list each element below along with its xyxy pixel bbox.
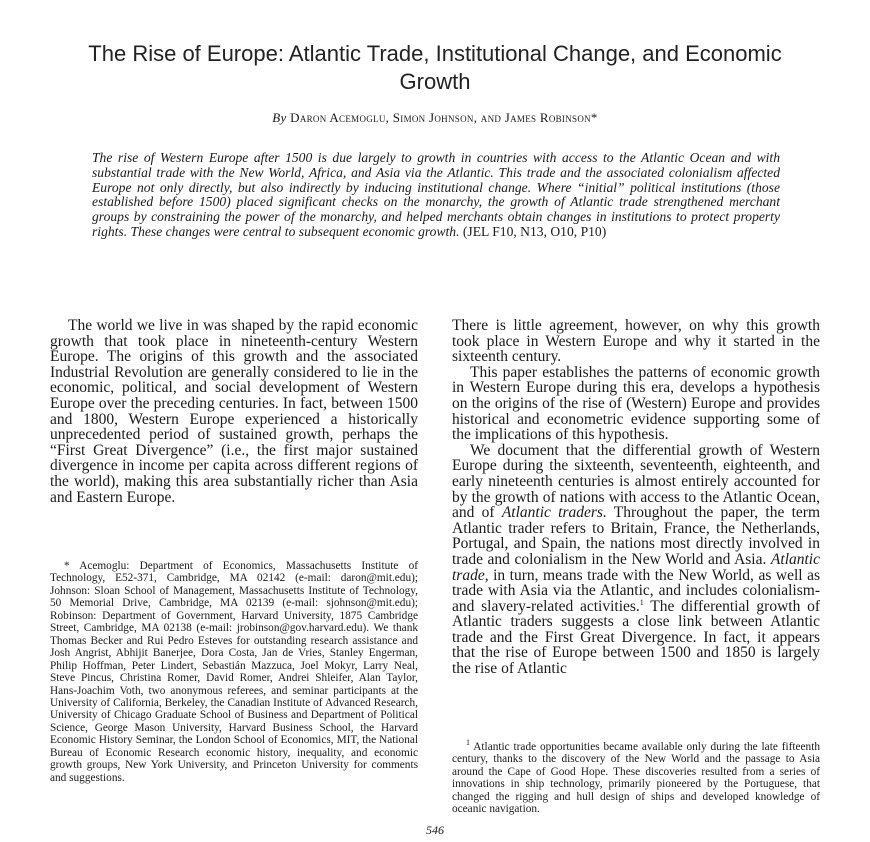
body-paragraph: [452, 443, 820, 677]
body-paragraph: This paper establishes the patterns of economic growth in Western Europe during this era, develops a hypothesis on the origins of the rise of (Western) Europe and provides historical and econometric evidence supporting some of the implications of this hypothesis.: [452, 363, 820, 444]
footnote-number: 1: [466, 738, 470, 748]
footnote-marker: 1: [639, 597, 644, 607]
body-column-right: [452, 318, 820, 677]
author-names: Daron Acemoglu, Simon Johnson, and James Robinson*: [290, 110, 598, 125]
footnote-1: [452, 738, 820, 816]
body-paragraph: There is little agreement, however, on why this growth took place in Western Europe and why it started in the sixteenth century.: [452, 317, 820, 366]
abstract: [92, 151, 780, 240]
body-column-left: [50, 318, 418, 505]
page-number: 546: [426, 823, 444, 837]
text-run: We document that the differential growth of Western Europe during the sixteenth, seventeenth, eighteenth, and early nineteenth centuries is almost entirely accounted for by the growth of nations with access to the Atlantic Ocean, and of: [452, 441, 820, 522]
footnote-affiliations: * Acemoglu: Department of Economics, Massachusetts Institute of Technology, E52-371, Cambridge, MA 02142 (e-mail: daron@mit.edu); Johnson: Sloan School of Management, Massachusetts Institute of Technology, 50 Memorial Drive, Cambridge, MA 02139 (e-mail: sjohnson@mit.edu); Robinson: Department of Government, Harvard University, 1875 Cambridge Street, Cambridge, MA 02138 (e-mail: jrobinson@gov.harvard.edu). We thank Thomas Becker and Rui Pedro Esteves for outstanding research assistance and Josh Angrist, Abhijit Banerjee, Dora Costa, Jan de Vries, Stanley Engerman, Philip Hoffman, Peter Lindert, Sebastián Mazzuca, Joel Mokyr, Larry Neal, Steve Pincus, Christina Romer, David Romer, Andrei Shleifer, Alan Taylor, Hans-Joachim Voth, two anonymous referees, and seminar participants at the University of California, Berkeley, the Canadian Institute of Advanced Research, University of Chicago Graduate School of Business and Department of Political Science, George Mason University, Harvard Business School, the Harvard Economic History Seminar, the London School of Economics, MIT, the National Bureau of Economic Research economic history, inequality, and economic growth groups, New York University, and Princeton University for comments and suggestions.: [50, 560, 418, 784]
body-paragraph: The world we live in was shaped by the rapid economic growth that took place in nineteenth-century Western Europe. The origins of this growth and the associated Industrial Revolution are generally considered to lie in the economic, political, and social development of Western Europe over the preceding centuries. In fact, between 1500 and 1800, Western Europe experienced a historically unprecedented period of sustained growth, perhaps the “First Great Divergence” (i.e., the first major sustained divergence in income per capita across different regions of the world), making this area substantially richer than Asia and Eastern Europe.: [50, 317, 418, 506]
paper-title: The Rise of Europe: Atlantic Trade, Institutional Change, and Economic Growth: [88, 41, 782, 94]
byline-by: By: [272, 110, 287, 125]
text-run: in turn, means trade with the New World, as well as trade with Asia via the Atlantic, and includes colonialism- and slavery-related activities.: [452, 566, 820, 615]
abstract-text: The rise of Western Europe after 1500 is due largely to growth in countries with access to the Atlantic Ocean and with substantial trade with the New World, Africa, and Asia via the Atlantic. This trade and the associated colonialism affected Europe not only directly, but also indirectly by inducing institutional change. Where “initial” political institutions (those established before 1500) placed significant checks on the monarchy, the growth of Atlantic trade strengthened merchant groups by constraining the power of the monarchy, and helped merchants obtain changes in institutions to protect property rights. These changes were central to subsequent economic growth.: [92, 150, 780, 239]
text-run: Throughout the paper, the term Atlantic trader refers to Britain, France, the Netherlands, Portugal, and Spain, the nations most directly involved in trade and colonialism in the New World and Asia.: [452, 504, 821, 568]
emphasis-atlantic-traders: Atlantic traders.: [501, 504, 607, 522]
emphasis-atlantic-trade: Atlantic trade,: [452, 550, 820, 584]
author-byline: [60, 110, 810, 126]
jel-codes: (JEL F10, N13, O10, P10): [462, 223, 607, 239]
footnote-text: Atlantic trade opportunities became available only during the late fifteenth century, thanks to the discovery of the New World and the passage to Asia around the Cape of Good Hope. These discoveries resulted from a series of innovations in ship technology, primarily pioneered by the Portuguese, that changed the rigging and hull design of ships and developed knowledge of oceanic navigation.: [452, 741, 820, 816]
text-run: The differential growth of Atlantic traders suggests a close link between Atlantic trade and the First Great Divergence. In fact, it appears that the rise of Europe between 1500 and 1850 is largely the rise of Atlantic: [452, 597, 820, 678]
